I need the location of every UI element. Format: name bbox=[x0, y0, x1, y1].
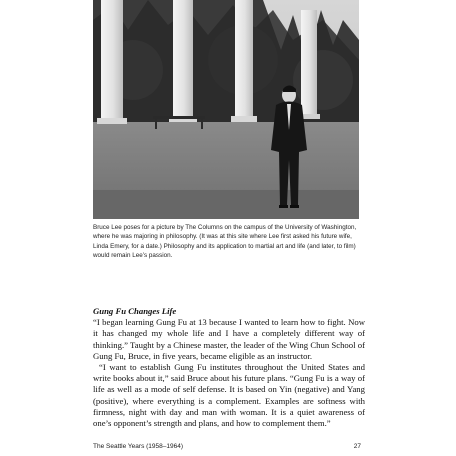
section-heading: Gung Fu Changes Life bbox=[93, 306, 177, 316]
article-paragraph: “I want to establish Gung Fu institutes throughout the United States and write books about it,” said Bruce about his future plans. “Gung Fu is a way of life as well as a mode of self defense. It is based on Yin (negative) and Yang (positive), where everything is a complement. Examples are softness with firmness, night with day and man with woman. It is a quiet awareness of one’s opponent’s strength and plans, and how to complement them.” bbox=[93, 362, 365, 429]
page-footer bbox=[93, 443, 361, 450]
running-title: The Seattle Years (1958–1964) bbox=[93, 443, 183, 450]
article-paragraph: “I began learning Gung Fu at 13 because I wanted to learn how to fight. Now it has changed my whole life and I have a completely different way of thinking.” Taught by a Chinese master, the leader of the Wing Chun School of Gung Fu, Bruce, in five years, became eligible as an instructor. bbox=[93, 317, 365, 361]
page-number: 27 bbox=[353, 443, 361, 450]
photo-caption: Bruce Lee poses for a picture by The Columns on the campus of the University of Washington, where he was majoring in philosophy. (It was at this site where Lee first asked his future wife, Linda Emery, for a date.) Philosophy and its application to martial art and life (and later, to film) would remain Lee’s passion. bbox=[93, 224, 357, 259]
article-section bbox=[93, 306, 365, 429]
campus-columns-photo bbox=[93, 0, 359, 219]
